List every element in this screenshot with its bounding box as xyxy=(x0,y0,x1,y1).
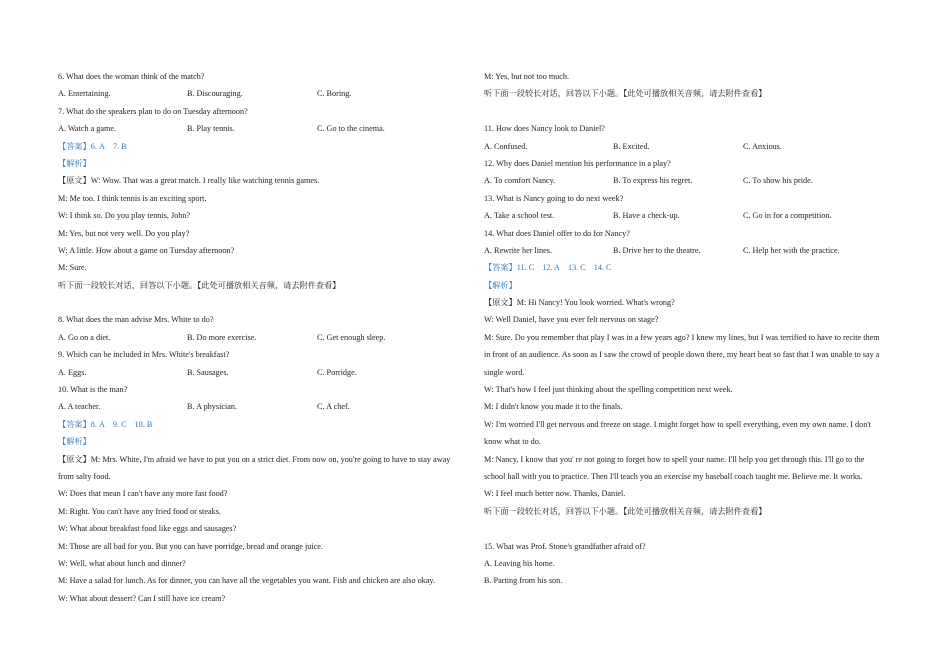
analysis-label: 【解析】 xyxy=(58,158,91,168)
options-row-11 xyxy=(484,138,892,155)
question-6: 6. What does the woman think of the match? xyxy=(58,72,205,81)
transcript-line: W: What about dessert? Can I still have ice cream? xyxy=(58,593,226,603)
option-b: B. A physician. xyxy=(187,402,238,412)
answer-label: 【答案】 xyxy=(484,263,517,273)
option-c: C. A chef. xyxy=(317,402,350,412)
answer-value: 6. A xyxy=(90,141,105,151)
option-a: A. To comfort Nancy. xyxy=(484,176,556,186)
analysis-label: 【解析】 xyxy=(484,280,517,290)
answer-label: 【答案】 xyxy=(58,141,91,151)
option-b: B. Excited. xyxy=(613,141,650,151)
answer-value: 12. A xyxy=(542,263,560,273)
transcript-line: W: Well Daniel, have you ever felt nervous on stage? xyxy=(484,315,659,325)
answer-value: 8. A xyxy=(90,419,105,429)
question-10: 10. What is the man? xyxy=(58,385,128,395)
answer-value: 10. B xyxy=(134,419,153,429)
question-15: 15. What was Prof. Stone's grandfather afraid of? xyxy=(484,541,646,551)
options-row-12 xyxy=(484,172,892,189)
answer-line xyxy=(58,416,468,433)
transcript-line: W: Well, what about lunch and dinner? xyxy=(58,558,186,568)
options-row-7 xyxy=(58,120,468,137)
transcript-line: single word. xyxy=(484,367,525,377)
option-c: C. To show his pride. xyxy=(743,176,813,186)
transcript-line: M: Sure. Do you remember that play I was in a few years ago? I knew my lines, but I was terrified to have to recite them xyxy=(484,332,880,342)
spacer xyxy=(484,520,892,537)
option-c: C. Porridge. xyxy=(317,367,357,377)
transcript-line: 【原文】M: Mrs. White, I'm afraid we have to put you on a strict diet. From now on, you're going to have to stay away xyxy=(58,454,451,464)
transcript-line: know what to do. xyxy=(484,437,541,447)
answer-value: 9. C xyxy=(112,419,127,429)
answer-value: 14. C xyxy=(593,263,612,273)
question-11: 11. How does Nancy look to Daniel? xyxy=(484,124,605,134)
audio-instruction: 听下面一段较长对话，回答以下小题。【此处可播放相关音频，请去附件查看】 xyxy=(484,506,767,516)
options-row-9 xyxy=(58,364,468,381)
option-b: B. Drive her to the theatre. xyxy=(613,245,701,255)
spacer xyxy=(484,103,892,120)
option-a-line: A. Leaving his home. xyxy=(484,558,555,568)
transcript-line: M: Sure. xyxy=(58,263,87,273)
transcript-line: 【原文】W: Wow. That was a great match. I really like watching tennis games. xyxy=(58,176,320,186)
answer-value: 13. C xyxy=(567,263,586,273)
option-c: C. Boring. xyxy=(317,89,352,99)
option-b: B. Have a check-up. xyxy=(613,211,680,221)
question-9: 9. Which can be included in Mrs. White's breakfast? xyxy=(58,350,230,360)
audio-instruction: 听下面一段较长对话，回答以下小题。【此处可播放相关音频，请去附件查看】 xyxy=(58,280,341,290)
option-a: A. Watch a game. xyxy=(58,124,117,134)
audio-instruction: 听下面一段较长对话，回答以下小题。【此处可播放相关音频，请去附件查看】 xyxy=(484,89,767,99)
option-a: A. Go on a diet. xyxy=(58,332,111,342)
transcript-line: W: What about breakfast food like eggs and sausages? xyxy=(58,524,237,534)
option-a: A. Eggs. xyxy=(58,367,87,377)
transcript-line: 【原文】M: Hi Nancy! You look worried. What's wrong? xyxy=(484,298,675,308)
option-c: C. Go to the cinema. xyxy=(317,124,385,134)
answer-label: 【答案】 xyxy=(58,419,91,429)
transcript-line: W: I'm worried I'll get nervous and freeze on stage. I might forget how to spell everything, even my own name. I don't xyxy=(484,419,872,429)
transcript-line: M: Have a salad for lunch. As for dinner, you can have all the vegetables you want. Fish and chicken are also okay. xyxy=(58,576,436,586)
left-column xyxy=(58,68,468,607)
transcript-line: W: Does that mean I can't have any more fast food? xyxy=(58,489,228,499)
option-b: B. Do more exercise. xyxy=(187,332,257,342)
options-row-13 xyxy=(484,207,892,224)
answer-value: 11. C xyxy=(516,263,535,273)
option-b: B. Play tennis. xyxy=(187,124,235,134)
option-b: B. To express his regret. xyxy=(613,176,693,186)
analysis-label: 【解析】 xyxy=(58,437,91,447)
option-c: C. Get enough sleep. xyxy=(317,332,386,342)
option-c: C. Go in for a competition. xyxy=(743,211,832,221)
answer-value: 7. B xyxy=(112,141,127,151)
transcript-line: W: I think so. Do you play tennis, John? xyxy=(58,211,191,221)
question-14: 14. What does Daniel offer to do for Nancy? xyxy=(484,228,630,238)
options-row-14 xyxy=(484,242,892,259)
option-a: A. Take a school test. xyxy=(484,211,555,221)
answer-line xyxy=(484,259,892,276)
option-c: C. Help her with the practice. xyxy=(743,245,840,255)
transcript-line: M: Those are all bad for you. But you can have porridge, bread and orange juice. xyxy=(58,541,323,551)
transcript-line: school hall with you to practice. Then I'll teach you an exercise my baseball coach taught me. Believe me. It works. xyxy=(484,471,863,481)
transcript-line: M: Right. You can't have any fried food or steaks. xyxy=(58,506,221,516)
question-13: 13. What is Nancy going to do next week? xyxy=(484,193,624,203)
option-a: A. Confused. xyxy=(484,141,528,151)
right-column xyxy=(484,68,892,590)
question-12: 12. Why does Daniel mention his performance in a play? xyxy=(484,158,671,168)
spacer xyxy=(58,294,468,311)
transcript-line: M: Nancy, I know that you' re not going to forget how to spell your name. I'll help you get through this. I'll go to the xyxy=(484,454,865,464)
question-8: 8. What does the man advise Mrs. White to do? xyxy=(58,315,214,325)
answer-line xyxy=(58,138,468,155)
option-a: A. Rewrite her lines. xyxy=(484,245,552,255)
transcript-line: from salty food. xyxy=(58,471,111,481)
option-b-line: B. Parting from his son. xyxy=(484,576,563,586)
transcript-line: M: Yes, but not very well. Do you play? xyxy=(58,228,190,238)
option-b: B. Sausages. xyxy=(187,367,229,377)
transcript-line: W: I feel much better now. Thanks, Daniel. xyxy=(484,489,626,499)
options-row-8 xyxy=(58,329,468,346)
transcript-line: M: I didn't know you made it to the finals. xyxy=(484,402,623,412)
question-7: 7. What do the speakers plan to do on Tuesday afternoon? xyxy=(58,106,248,116)
transcript-line: W: A little. How about a game on Tuesday afternoon? xyxy=(58,245,235,255)
option-b: B. Discouraging. xyxy=(187,89,243,99)
option-c: C. Anxious. xyxy=(743,141,782,151)
transcript-line: in front of an audience. As soon as I saw the crowd of people down there, my heart beat so fast that I was unable to say a xyxy=(484,350,880,360)
options-row-10 xyxy=(58,398,468,415)
option-a: A. Entertaining. xyxy=(58,89,111,99)
transcript-line: M: Me too. I think tennis is an exciting sport. xyxy=(58,193,207,203)
transcript-line: M: Yes, but not too much. xyxy=(484,72,570,81)
transcript-line: W: That's how I feel just thinking about the spelling competition next week. xyxy=(484,385,733,395)
options-row-6 xyxy=(58,85,468,102)
option-a: A. A teacher. xyxy=(58,402,101,412)
